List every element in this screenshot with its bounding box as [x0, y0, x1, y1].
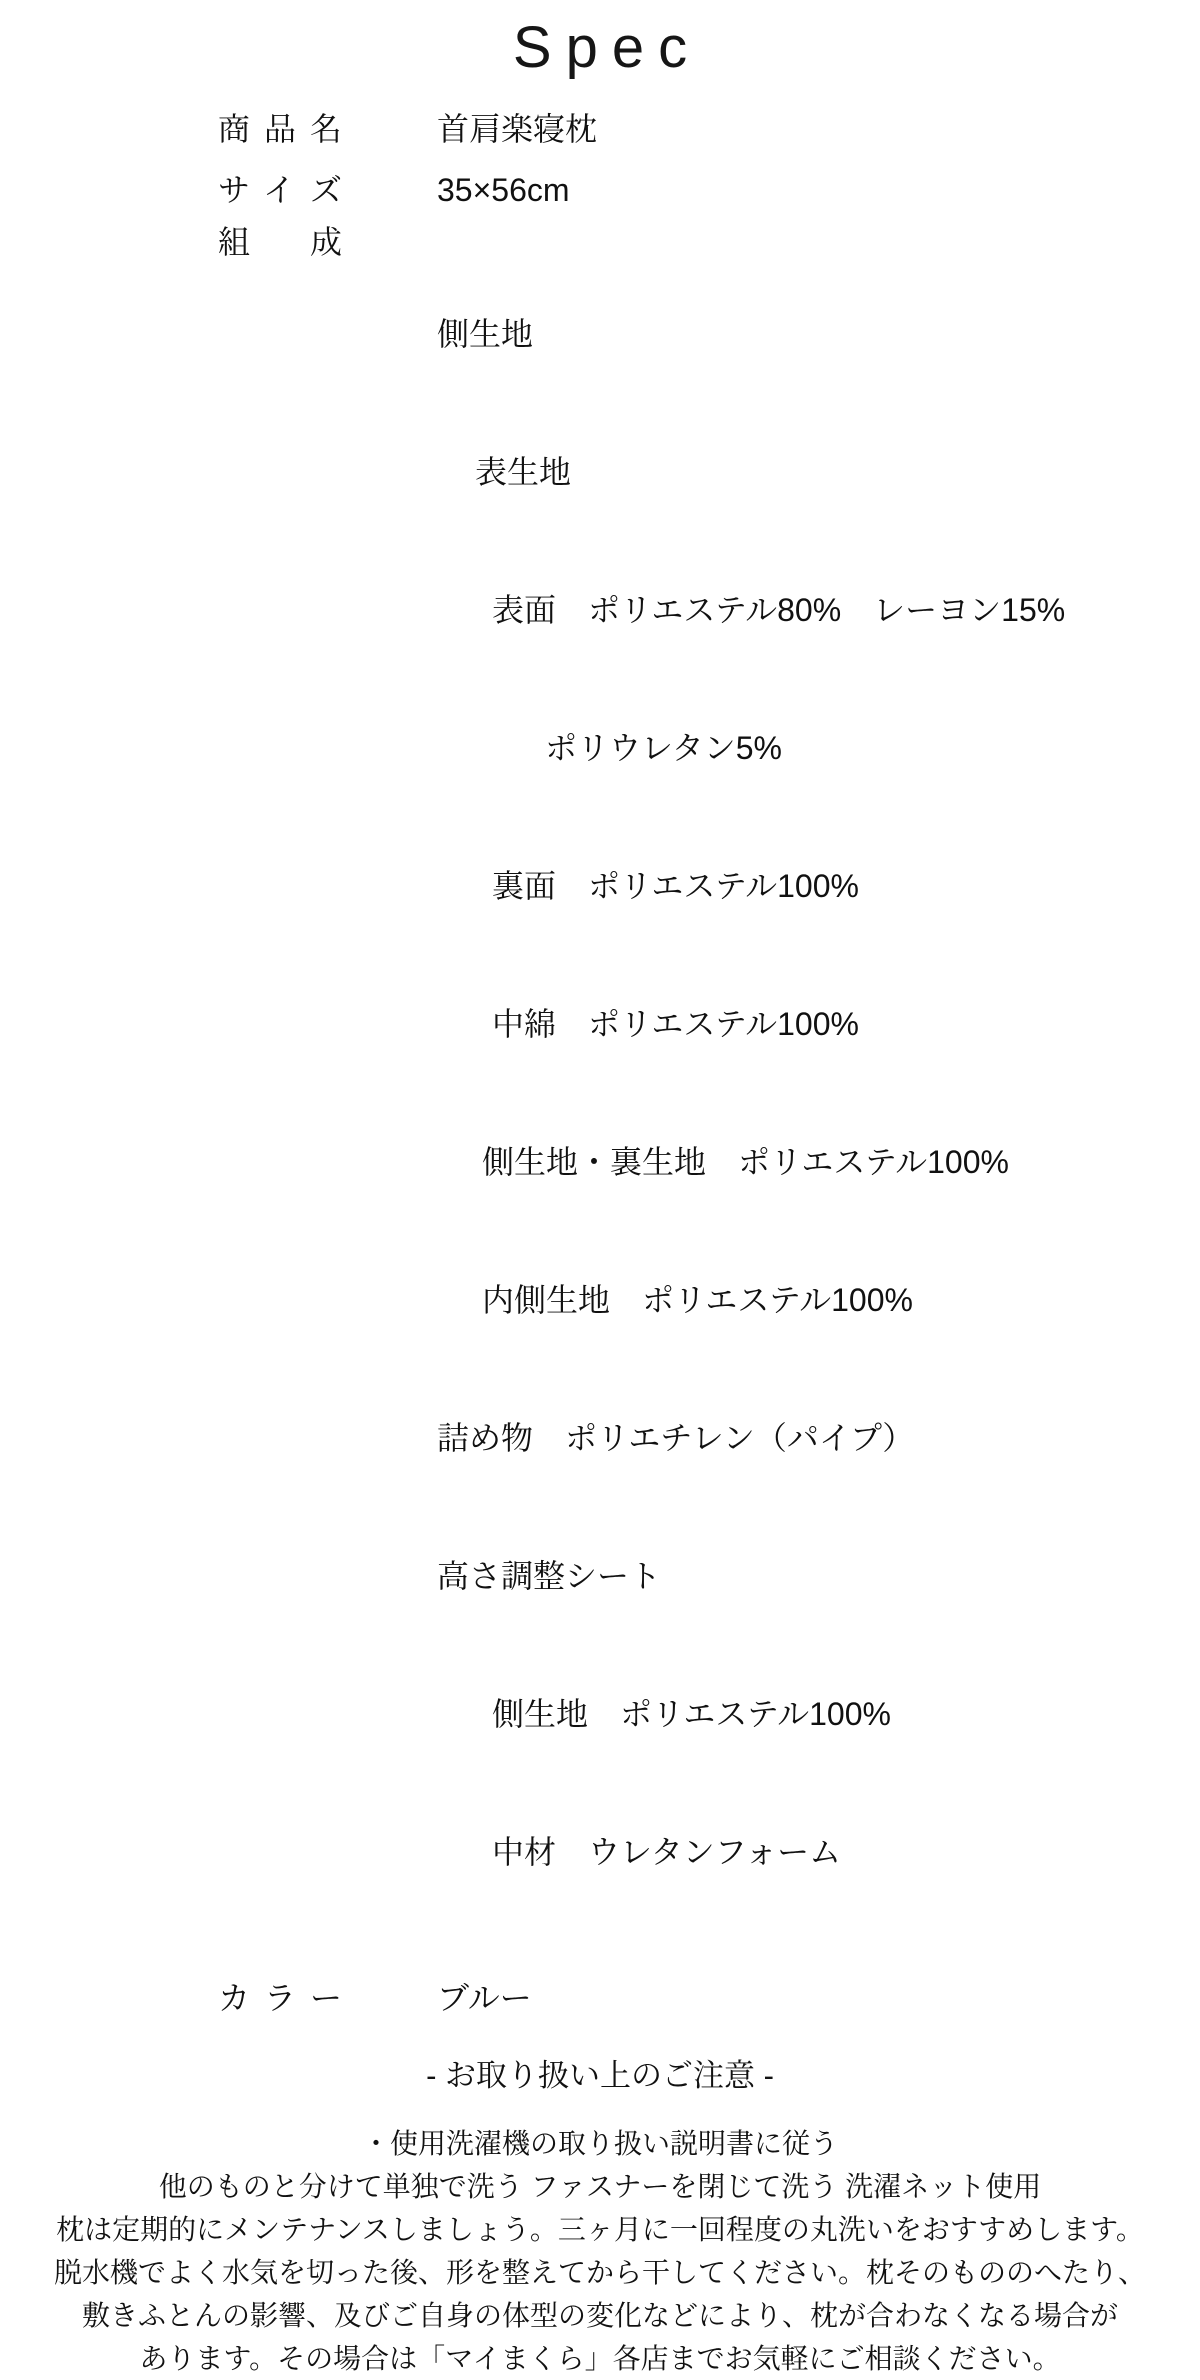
composition-line: 側生地・裏生地 ポリエステル100% [482, 1144, 1009, 1180]
care-notice-line: 敷きふとんの影響、及びご自身の体型の変化などにより、枕が合わなくなる場合が [81, 2300, 1118, 2331]
composition-line: 表生地 [475, 454, 572, 490]
care-notice-line: あります。その場合は「マイまくら」各店までお気軽にご相談ください。 [139, 2343, 1061, 2374]
composition-line: 高さ調整シート [437, 1558, 662, 1594]
composition-line: ポリウレタン5% [545, 730, 782, 766]
spec-row-product-name [0, 106, 1200, 152]
composition-line: 側生地 ポリエステル100% [492, 1696, 891, 1732]
composition-line: 中綿 ポリエステル100% [492, 1006, 859, 1042]
composition-label: 組成 [218, 224, 342, 260]
composition-line: 内側生地 ポリエステル100% [482, 1282, 913, 1318]
spec-row-color [0, 1975, 1200, 2021]
composition-line: 中材 ウレタンフォーム [492, 1834, 842, 1870]
spec-row-size [0, 167, 1200, 213]
color-label: カラー [218, 1980, 342, 2016]
spec-table [0, 106, 1200, 2021]
care-notice-line: 他のものと分けて単独で洗う ファスナーを閉じて洗う 洗濯ネット使用 [158, 2171, 1042, 2202]
care-notice-line: 脱水機でよく水気を切った後、形を整えてから干してください。枕そのもののへたり、 [53, 2257, 1146, 2288]
care-notice-heading: - お取り扱い上のご注意 - [426, 2058, 774, 2093]
composition-value [437, 219, 1065, 1967]
product-name-value: 首肩楽寝枕 [437, 111, 598, 147]
product-name-label: 商品名 [218, 111, 342, 147]
care-notice-line: 枕は定期的にメンテナンスしましょう。三ヶ月に一回程度の丸洗いをおすすめします。 [56, 2214, 1144, 2245]
spec-row-composition [0, 219, 1200, 1967]
care-notice-section [0, 2053, 1200, 2380]
composition-shell-fabric: 側生地 [437, 316, 534, 352]
composition-line: 表面 ポリエステル80% レーヨン15% [492, 592, 1066, 628]
composition-line: 裏面 ポリエステル100% [492, 868, 859, 904]
care-notice-body [0, 2122, 1200, 2380]
size-label: サイズ [218, 172, 342, 208]
color-value: ブルー [437, 1980, 532, 2016]
page-title: Spec [512, 15, 702, 80]
care-notice-line: ・使用洗濯機の取り扱い説明書に従う [361, 2128, 838, 2159]
composition-line: 詰め物 ポリエチレン（パイプ） [437, 1420, 915, 1456]
size-value: 35×56cm [437, 172, 570, 208]
